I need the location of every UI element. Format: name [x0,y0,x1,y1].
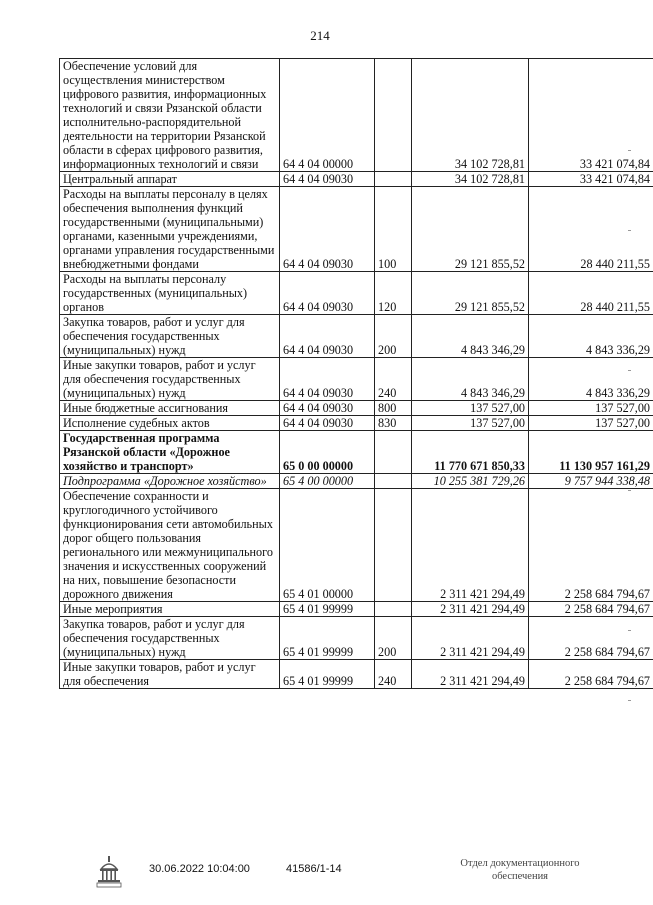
row-name-cell: Закупка товаров, работ и услуг для обеспечения государственных (муниципальных) нужд [60,315,280,358]
department-line-1: Отдел документационного [460,858,580,869]
row-code-cell: 64 4 04 09030 [280,272,375,315]
row-code-cell: 64 4 04 09030 [280,358,375,401]
row-code-cell: 64 4 04 09030 [280,401,375,416]
table-row [60,602,653,617]
row-name-cell: Иные закупки товаров, работ и услуг для обеспечения государственных (муниципальных) нужд [60,358,280,401]
row-value-2021-cell: 29 121 855,52 [412,187,529,272]
row-value-2022-cell: 137 527,00 [529,416,653,431]
table-row [60,272,653,315]
table-row [60,59,653,172]
row-code-cell: 65 4 00 00000 [280,474,375,489]
row-value-2022-cell: 4 843 336,29 [529,358,653,401]
row-name-cell: Обеспечение условий для осуществления министерством цифрового развития, информационных технологий и связи Рязанской области исполнительно-распорядительной деятельности на территории Рязанской области в сферах цифрового развития, информационных технологий и связи [60,59,280,172]
row-value-2022-cell: 2 258 684 794,67 [529,489,653,602]
row-name-cell: Расходы на выплаты персоналу государственных (муниципальных) органов [60,272,280,315]
budget-table [59,58,653,689]
budget-table-body [60,59,653,689]
margin-marks [628,110,634,710]
row-name-cell: Иные мероприятия [60,602,280,617]
row-value-2022-cell: 33 421 074,84 [529,172,653,187]
row-code-cell: 64 4 04 09030 [280,172,375,187]
row-code-cell: 64 4 04 00000 [280,59,375,172]
row-value-2022-cell: 2 258 684 794,67 [529,660,653,689]
row-type-cell: 120 [375,272,412,315]
row-value-2021-cell: 2 311 421 294,49 [412,617,529,660]
row-name-cell: Исполнение судебных актов [60,416,280,431]
row-value-2021-cell: 11 770 671 850,33 [412,431,529,474]
row-value-2021-cell: 4 843 346,29 [412,358,529,401]
row-name-cell: Государственная программа Рязанской области «Дорожное хозяйство и транспорт» [60,431,280,474]
row-name-cell: Иные бюджетные ассигнования [60,401,280,416]
row-type-cell [375,172,412,187]
row-name-cell: Закупка товаров, работ и услуг для обеспечения государственных (муниципальных) нужд [60,617,280,660]
table-row [60,172,653,187]
row-type-cell: 200 [375,315,412,358]
table-row [60,358,653,401]
row-value-2022-cell: 137 527,00 [529,401,653,416]
table-row [60,489,653,602]
row-value-2021-cell: 34 102 728,81 [412,59,529,172]
row-value-2021-cell: 4 843 346,29 [412,315,529,358]
row-value-2022-cell: 2 258 684 794,67 [529,617,653,660]
row-type-cell [375,59,412,172]
row-value-2021-cell: 137 527,00 [412,416,529,431]
row-code-cell: 65 0 00 00000 [280,431,375,474]
row-type-cell [375,602,412,617]
row-code-cell: 64 4 04 09030 [280,315,375,358]
row-value-2022-cell: 4 843 336,29 [529,315,653,358]
department-line-2: обеспечения [491,871,549,882]
row-type-cell: 200 [375,617,412,660]
row-code-cell: 64 4 04 09030 [280,187,375,272]
row-value-2021-cell: 34 102 728,81 [412,172,529,187]
table-row [60,315,653,358]
row-type-cell: 800 [375,401,412,416]
row-value-2022-cell: 28 440 211,55 [529,272,653,315]
row-code-cell: 64 4 04 09030 [280,416,375,431]
row-type-cell [375,474,412,489]
row-value-2022-cell: 2 258 684 794,67 [529,602,653,617]
row-type-cell: 830 [375,416,412,431]
row-code-cell: 65 4 01 00000 [280,489,375,602]
footer [0,856,640,896]
duma-building-icon [96,856,122,888]
table-row [60,401,653,416]
row-code-cell: 65 4 01 99999 [280,660,375,689]
row-value-2022-cell: 9 757 944 338,48 [529,474,653,489]
row-value-2022-cell: 33 421 074,84 [529,59,653,172]
page-number: 214 [310,28,330,43]
row-type-cell [375,489,412,602]
table-row [60,416,653,431]
table-row [60,187,653,272]
row-code-cell: 65 4 01 99999 [280,602,375,617]
row-code-cell: 65 4 01 99999 [280,617,375,660]
table-row [60,617,653,660]
table-row [60,660,653,689]
document-number: 41586/1-14 [286,863,342,875]
table-row [60,431,653,474]
row-type-cell: 240 [375,358,412,401]
row-name-cell: Расходы на выплаты персоналу в целях обеспечения выполнения функций государственными (муниципальными) органами, казенными учреждениями, органами управления государственными внебюджетными фондами [60,187,280,272]
row-type-cell: 240 [375,660,412,689]
row-value-2022-cell: 11 130 957 161,29 [529,431,653,474]
row-value-2021-cell: 2 311 421 294,49 [412,602,529,617]
row-type-cell: 100 [375,187,412,272]
row-name-cell: Центральный аппарат [60,172,280,187]
row-type-cell [375,431,412,474]
table-row [60,474,653,489]
row-value-2021-cell: 2 311 421 294,49 [412,489,529,602]
row-value-2021-cell: 2 311 421 294,49 [412,660,529,689]
department-stamp [450,857,590,883]
timestamp: 30.06.2022 10:04:00 [149,863,250,875]
row-name-cell: Обеспечение сохранности и круглогодичного устойчивого функционирования сети автомобильных дорог общего пользования регионального или межмуниципального значения и искусственных сооружений на них, повышение безопасности дорожного движения [60,489,280,602]
row-value-2022-cell: 28 440 211,55 [529,187,653,272]
row-value-2021-cell: 29 121 855,52 [412,272,529,315]
row-name-cell: Иные закупки товаров, работ и услуг для обеспечения [60,660,280,689]
row-name-cell: Подпрограмма «Дорожное хозяйство» [60,474,280,489]
row-value-2021-cell: 137 527,00 [412,401,529,416]
row-value-2021-cell: 10 255 381 729,26 [412,474,529,489]
